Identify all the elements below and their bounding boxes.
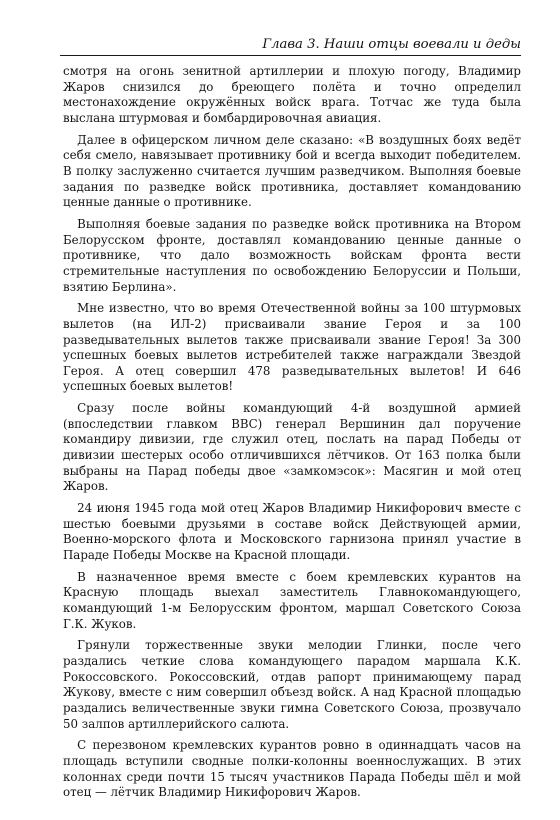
paragraph: С перезвоном кремлевских курантов ровно в одиннадцать часов на площадь вступили сводные полки-колонны военнослужащих. В этих колоннах среди почти 15 тысяч участников Парада Победы шёл и мой отец — лётчик Владимир Никифорович Жаров. (63, 738, 521, 800)
paragraph: Сразу после войны командующий 4-й воздушной армией (впоследствии главком ВВС) генерал Вершинин дал поручение командиру дивизии, где служил отец, послать на парад Победы от дивизии шестерых особо отличившихся лётчиков. От 163 полка были выбраны на Парад победы двое «замкомэсок»: Масягин и мой отец Жаров. (63, 401, 521, 494)
paragraph: Выполняя боевые задания по разведке войск противника на Втором Белорусском фронте, доставлял командованию ценные данные о противнике, что дало возможность войскам фронта вести стремительные наступления по освобождению Белоруссии и Польши, взятию Берлина». (63, 216, 521, 294)
paragraph: смотря на огонь зенитной артиллерии и плохую погоду, Владимир Жаров снизился до бреющего полёта и точно определил местонахождение окружённых войск врага. Тотчас же туда была выслана штурмовая и бомбардировочная авиация. (63, 64, 521, 125)
paragraph: Грянули торжественные звуки мелодии Глинки, после чего раздались четкие слова командующего парадом маршала К.К. Рокоссовского. Рокоссовский, отдав рапорт принимающему парад Жукову, вместе с ним совершил объезд войск. А над Красной площадью раздались величественные звуки гимна Советского Союза, прозвучало 50 залпов артиллерийского салюта. (63, 638, 521, 731)
paragraph: Далее в офицерском личном деле сказано: «В воздушных боях ведёт себя смело, навязывает противнику бой и всегда выходит победителем. В полку заслуженно считается лучшим разведчиком. Выполняя боевые задания по разведке войск противника, доставляет командованию ценные данные о противнике. (63, 132, 521, 210)
paragraph: 24 июня 1945 года мой отец Жаров Владимир Никифорович вместе с шестью боевыми друзьями в составе войск Действующей армии, Военно-морского флота и Московского гарнизона принял участие в Параде Победы Москве на Красной площади. (63, 501, 521, 563)
running-header (60, 35, 521, 56)
paragraph: Мне известно, что во время Отечественной войны за 100 штурмовых вылетов (на ИЛ-2) присваивали звание Героя и за 100 разведывательных вылетов также присваивали звание Героя! За 300 успешных боевых вылетов истребителей также награждали Звездой Героя. А отец совершил 478 разведывательных вылетов! И 646 успешных боевых вылетов! (63, 301, 521, 394)
paragraph: В назначенное время вместе с боем кремлевских курантов на Красную площадь выехал заместитель Главнокомандующего, командующий 1-м Белорусским фронтом, маршал Советского Союза Г.К. Жуков. (63, 569, 521, 631)
chapter-title: Глава 3. Наши отцы воевали и деды (262, 37, 521, 52)
body-text (63, 64, 521, 807)
